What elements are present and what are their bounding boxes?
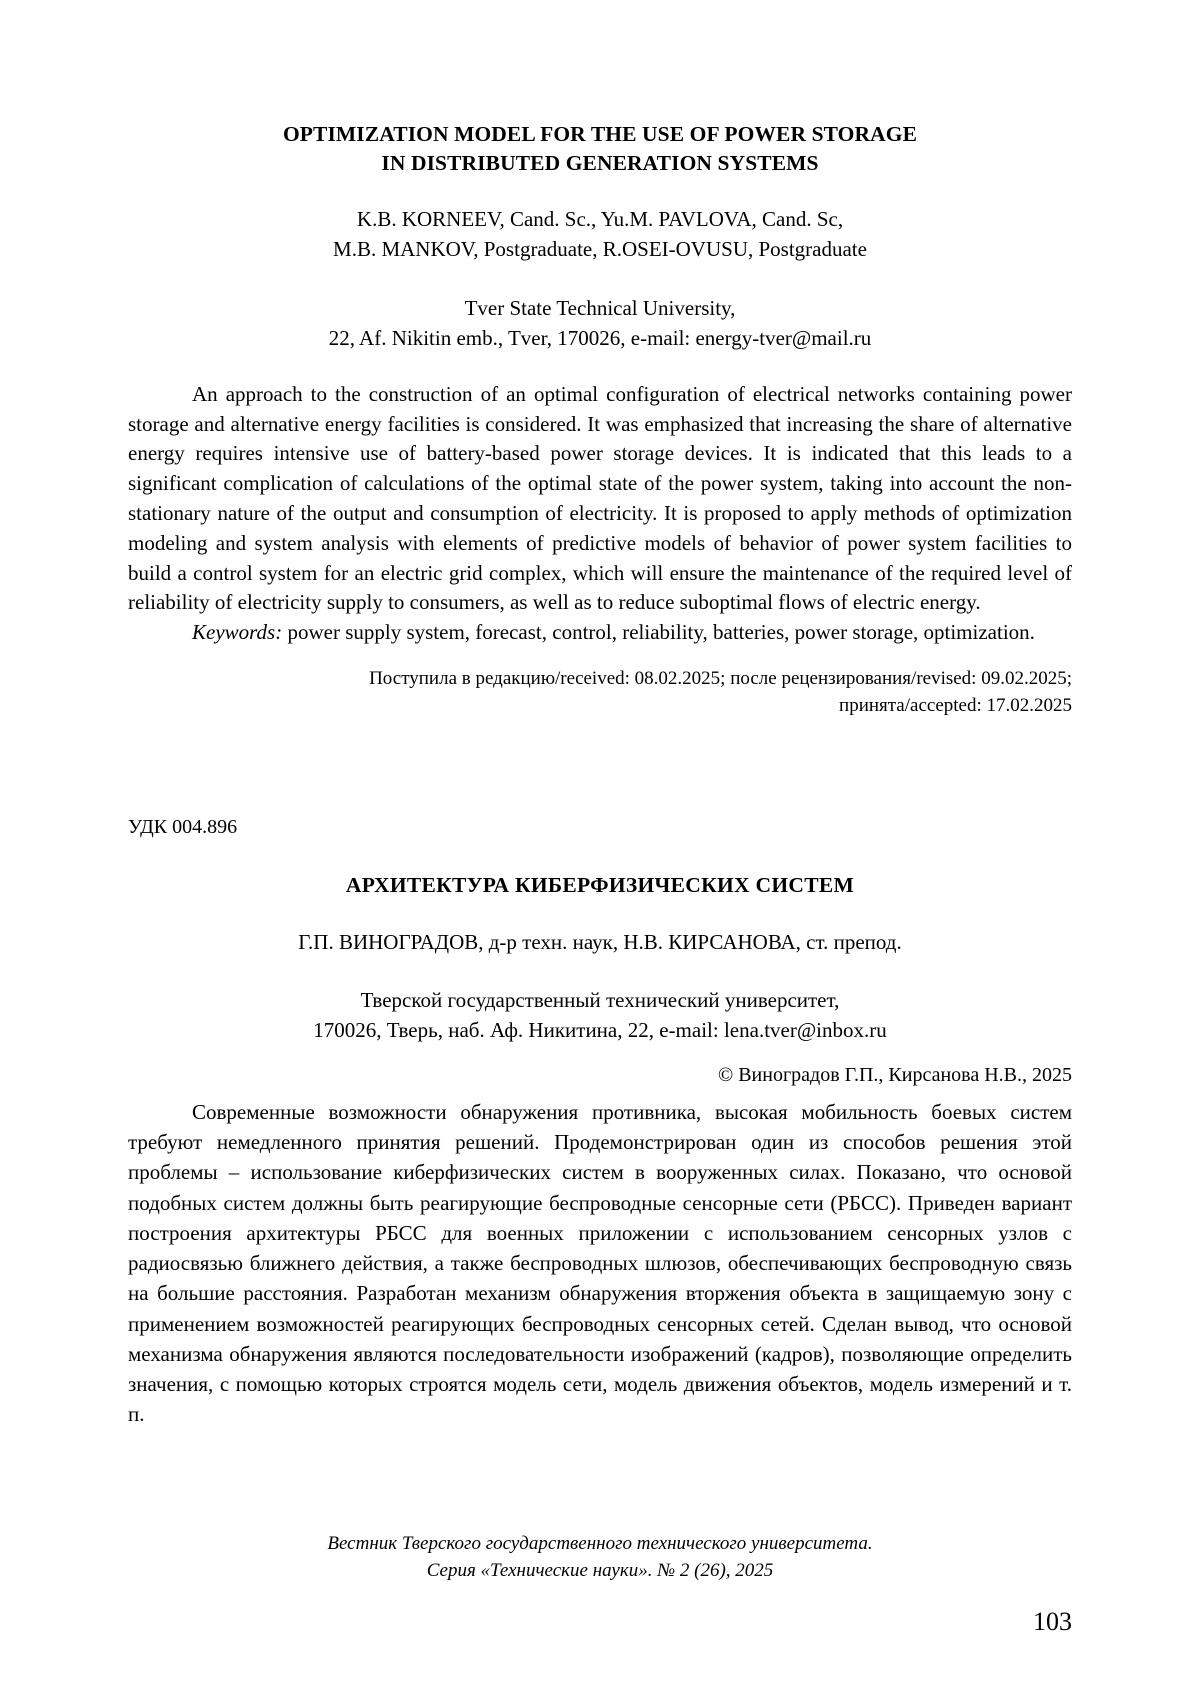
- keywords-paragraph: [128, 618, 1072, 648]
- article-english: [128, 120, 1072, 720]
- udk-code: УДК 004.896: [128, 816, 238, 839]
- title-line-2: IN DISTRIBUTED GENERATION SYSTEMS: [381, 151, 819, 176]
- dates-line-2: принята/accepted: 17.02.2025: [839, 695, 1072, 717]
- authors-list: [128, 204, 1072, 265]
- page-title: [128, 120, 1072, 178]
- journal-line-2: Серия «Технические науки». № 2 (26), 2025: [426, 1560, 774, 1582]
- russian-affiliation-line-2: 170026, Тверь, наб. Аф. Никитина, 22, e-mail: lena.tver@inbox.ru: [313, 1018, 887, 1043]
- affiliation: [128, 293, 1072, 354]
- russian-affiliation: [128, 985, 1072, 1046]
- russian-article-title: АРХИТЕКТУРА КИБЕРФИЗИЧЕСКИХ СИСТЕМ: [345, 873, 855, 898]
- abstract-text: An approach to the construction of an optimal configuration of electrical networks containing power storage and alternative energy facilities is considered. It was emphasized that increasing the share of alternative energy requires intensive use of battery-based power storage devices. It is indicated that this leads to a significant complication of calculations of the optimal state of the power system, taking into account the non-stationary nature of the output and consumption of electricity. It is proposed to apply methods of optimization modeling and system analysis with elements of predictive models of behavior of power system facilities to build a control system for an electric grid complex, which will ensure the maintenance of the required level of reliability of electricity supply to consumers, as well as to reduce suboptimal flows of electric energy.: [128, 381, 1072, 615]
- russian-authors-list: Г.П. ВИНОГРАДОВ, д-р техн. наук, Н.В. КИРСАНОВА, ст. препод.: [298, 930, 902, 955]
- authors-line-2: M.B. MANKOV, Postgraduate, R.OSEI-OVUSU, Postgraduate: [333, 237, 867, 262]
- keywords-text: power supply system, forecast, control, reliability, batteries, power storage, optimization.: [282, 620, 1035, 645]
- affiliation-line-2: 22, Af. Nikitin emb., Tver, 170026, e-mail: energy-tver@mail.ru: [328, 326, 872, 351]
- title-line-1: OPTIMIZATION MODEL FOR THE USE OF POWER STORAGE: [282, 122, 918, 146]
- affiliation-line-1: Tver State Technical University,: [464, 295, 736, 320]
- journal-reference: [128, 1530, 1072, 1585]
- russian-affiliation-line-1: Тверской государственный технический университет,: [360, 988, 840, 1013]
- dates-line-1: Поступила в редакцию/received: 08.02.2025; после рецензирования/revised: 09.02.2025;: [369, 668, 1072, 690]
- article-russian: [128, 816, 1072, 1429]
- page-footer: [128, 1530, 1072, 1637]
- page-number: 103: [1033, 1607, 1072, 1636]
- authors-line-1: K.B. KORNEEV, Cand. Sc., Yu.M. PAVLOVA, Cand. Sc,: [356, 207, 844, 232]
- submission-dates: [128, 666, 1072, 720]
- copyright-notice: © Виноградов Г.П., Кирсанова Н.В., 2025: [718, 1063, 1072, 1086]
- keywords-label: Keywords:: [192, 620, 283, 645]
- journal-line-1: Вестник Тверского государственного технического университета.: [327, 1532, 873, 1554]
- russian-abstract-text: Современные возможности обнаружения противника, высокая мобильность боевых систем требуют немедленного принятия решений. Продемонстрирован один из способов решения этой проблемы – использование киберфизических систем в вооруженных силах. Показано, что основой подобных систем должны быть реагирующие беспроводные сенсорные сети (РБСС). Приведен вариант построения архитектуры РБСС для военных приложении с использованием сенсорных узлов с радиосвязью ближнего действия, а также беспроводных шлюзов, обеспечивающих беспроводную связь на большие расстояния. Разработан механизм обнаружения вторжения объекта в защищаемую зону с применением возможностей реагирующих беспроводных сенсорных сетей. Сделан вывод, что основой механизма обнаружения являются последовательности изображений (кадров), позволяющие определить значения, с помощью которых строятся модель сети, модель движения объектов, модель измерений и т. п.: [128, 1099, 1072, 1427]
